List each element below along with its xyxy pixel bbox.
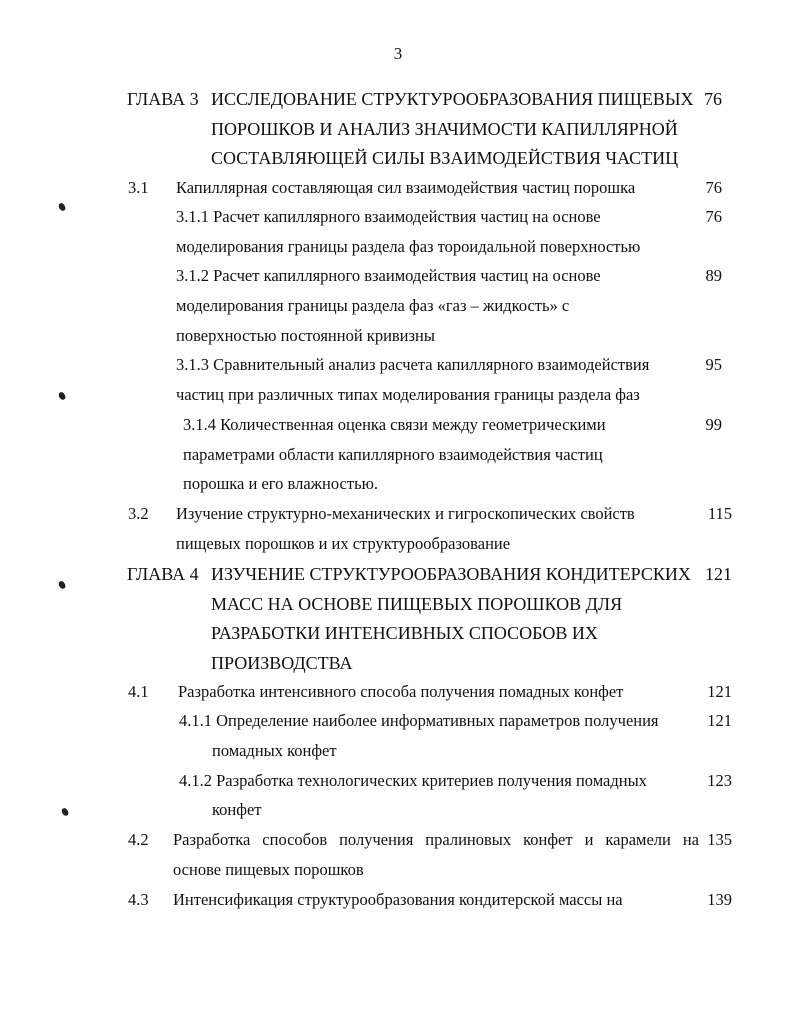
section-title-line: Разработка способов получения пралиновых конфет и карамели на (173, 830, 699, 849)
section-title: Интенсификация структурообразования кондитерской массы на (173, 890, 623, 909)
subsection-page: 123 (707, 771, 732, 790)
section-page: 115 (707, 504, 732, 523)
section-title: Капиллярная составляющая сил взаимодействия частиц порошка (176, 178, 636, 197)
subsection-title-line: параметрами области капиллярного взаимодействия частиц (183, 445, 603, 464)
subsection-page: 76 (705, 207, 722, 226)
section-page: 139 (707, 890, 732, 909)
subsection-title-line: 4.1.1 Определение наиболее информативных параметров получения (179, 711, 659, 730)
chapter-3-title-line: ПОРОШКОВ И АНАЛИЗ ЗНАЧИМОСТИ КАПИЛЛЯРНОЙ (211, 119, 678, 139)
scan-mark (58, 202, 66, 212)
page-number: 3 (393, 44, 403, 63)
subsection-page: 89 (705, 266, 722, 285)
section-title-line: Изучение структурно-механических и гигроскопических свойств (176, 504, 635, 523)
section-number: 4.3 (128, 890, 149, 909)
chapter-4-title-line: МАСС НА ОСНОВЕ ПИЩЕВЫХ ПОРОШКОВ ДЛЯ (211, 594, 623, 614)
section-title-line: пищевых порошков и их структурообразование (176, 534, 511, 553)
subsection-page: 99 (705, 415, 722, 434)
section-page: 135 (707, 830, 732, 849)
chapter-4-page: 121 (705, 564, 732, 584)
subsection-page: 95 (705, 355, 722, 374)
subsection-page: 121 (707, 711, 732, 730)
chapter-3-title-line: СОСТАВЛЯЮЩЕЙ СИЛЫ ВЗАИМОДЕЙСТВИЯ ЧАСТИЦ (211, 148, 679, 168)
subsection-title-line: 3.1.2 Расчет капиллярного взаимодействия частиц на основе (176, 266, 601, 285)
section-number: 3.2 (128, 504, 149, 523)
scan-mark (61, 807, 69, 817)
subsection-title-line: моделирования границы раздела фаз «газ – жидкость» с (176, 296, 570, 315)
chapter-4-label: ГЛАВА 4 (127, 564, 199, 584)
scan-mark (58, 580, 66, 590)
scan-mark (58, 391, 66, 401)
chapter-3-label: ГЛАВА 3 (127, 89, 199, 109)
subsection-title-line: 3.1.3 Сравнительный анализ расчета капиллярного взаимодействия (176, 355, 650, 374)
section-title: Разработка интенсивного способа получения помадных конфет (178, 682, 624, 701)
section-page: 76 (705, 178, 722, 197)
subsection-title-line: помадных конфет (212, 741, 337, 760)
subsection-title-line: 3.1.1 Расчет капиллярного взаимодействия частиц на основе (176, 207, 601, 226)
subsection-title-line: 4.1.2 Разработка технологических критериев получения помадных (179, 771, 647, 790)
subsection-title-line: поверхностью постоянной кривизны (176, 326, 435, 345)
chapter-4-title-line: ПРОИЗВОДСТВА (211, 653, 353, 673)
section-number: 4.1 (128, 682, 149, 701)
subsection-title-line: порошка и его влажностью. (183, 474, 379, 493)
section-number: 3.1 (128, 178, 149, 197)
chapter-4-title-line: ИЗУЧЕНИЕ СТРУКТУРООБРАЗОВАНИЯ КОНДИТЕРСКИХ (211, 564, 691, 584)
chapter-3-page: 76 (704, 89, 722, 109)
section-title-line: основе пищевых порошков (173, 860, 364, 879)
subsection-title-line: 3.1.4 Количественная оценка связи между геометрическими (183, 415, 606, 434)
subsection-title-line: моделирования границы раздела фаз тороидальной поверхностью (176, 237, 641, 256)
chapter-3-title-line: ИССЛЕДОВАНИЕ СТРУКТУРООБРАЗОВАНИЯ ПИЩЕВЫХ (211, 89, 694, 109)
chapter-4-title-line: РАЗРАБОТКИ ИНТЕНСИВНЫХ СПОСОБОВ ИХ (211, 623, 598, 643)
subsection-title-line: частиц при различных типах моделирования границы раздела фаз (176, 385, 640, 404)
section-page: 121 (707, 682, 732, 701)
subsection-title-line: конфет (212, 800, 262, 819)
section-number: 4.2 (128, 830, 149, 849)
